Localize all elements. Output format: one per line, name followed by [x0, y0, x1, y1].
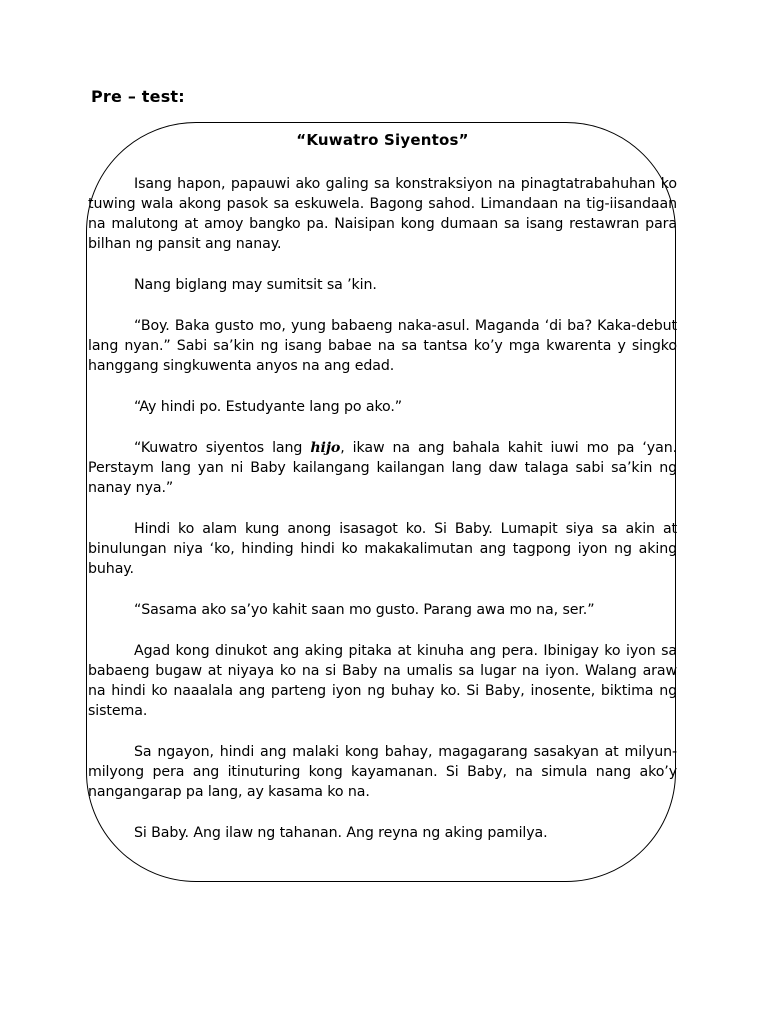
paragraph-5-end: , ikaw na ang bahala kahit iuwi mo pa ‘yan. Perstaym lang yan ni Baby kailangang kailangan lang daw talaga sabi sa’kin ng nanay nya.” — [88, 440, 678, 496]
story-paragraph-8: Agad kong dinukot ang aking pitaka at kinuha ang pera. Ibinigay ko iyon sa babaeng bugaw at niyaya ko na si Baby na umalis sa lugar na iyon. Walang araw na hindi ko naaalala ang parteng iyon ng buhay ko. Si Baby, inosente, biktima ng sistema. — [88, 643, 677, 719]
paragraph-5-start: “Kuwatro siyentos lang — [134, 440, 311, 456]
story-paragraph-2: Nang biglang may sumitsit sa ’kin. — [134, 277, 377, 293]
story-title: “Kuwatro Siyentos” — [296, 131, 469, 149]
emphasized-word: hijo — [310, 440, 341, 456]
story-container — [88, 130, 677, 864]
story-paragraph-10: Si Baby. Ang ilaw ng tahanan. Ang reyna ng aking pamilya. — [134, 825, 548, 841]
story-paragraph-4: “Ay hindi po. Estudyante lang po ako.” — [134, 399, 403, 415]
story-paragraph-5 — [88, 438, 677, 498]
story-paragraph-6: Hindi ko alam kung anong isasagot ko. Si Baby. Lumapit siya sa akin at binulungan niya ‘ko, hinding hindi ko makakalimutan ang tagpong iyon ng aking buhay. — [88, 521, 677, 577]
story-paragraph-3: “Boy. Baka gusto mo, yung babaeng naka-asul. Maganda ‘di ba? Kaka-debut lang nyan.” Sabi sa’kin ng isang babae na sa tantsa ko’y mga kwarenta y singko hanggang singkuwenta anyos na ang edad. — [88, 318, 677, 374]
story-paragraph-1: Isang hapon, papauwi ako galing sa konstraksiyon na pinagtatrabahuhan ko tuwing wala akong pasok sa eskuwela. Bagong sahod. Limandaan na tig-iisandaan na malutong at amoy bangko pa. Naisipan kong dumaan sa isang restawran para bilhan ng pansit ang nanay. — [88, 176, 677, 252]
story-paragraph-9: Sa ngayon, hindi ang malaki kong bahay, magagarang sasakyan at milyun-milyong pera ang itinuturing kong kayamanan. Si Baby, na simula nang ako’y nangangarap pa lang, ay kasama ko na. — [88, 744, 677, 800]
pre-test-heading: Pre – test: — [91, 87, 185, 106]
story-paragraph-7: “Sasama ako sa’yo kahit saan mo gusto. Parang awa mo na, ser.” — [134, 602, 595, 618]
